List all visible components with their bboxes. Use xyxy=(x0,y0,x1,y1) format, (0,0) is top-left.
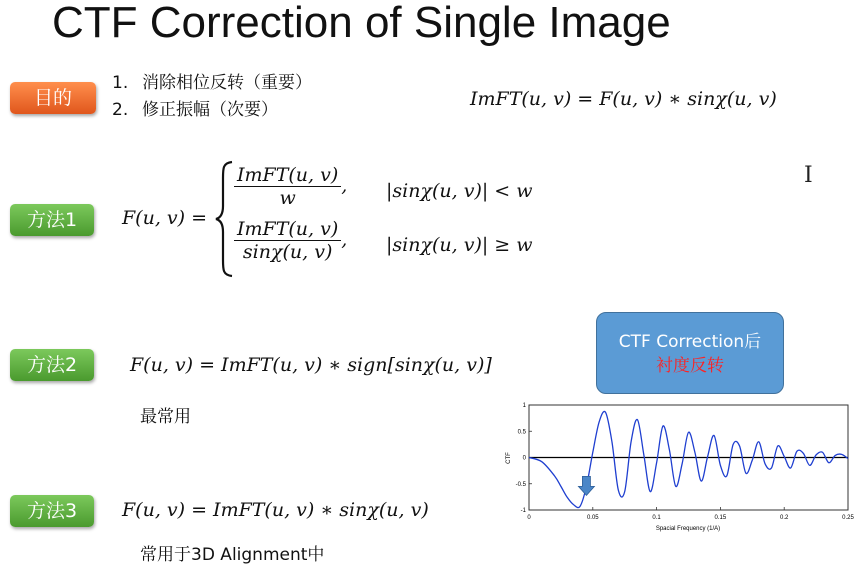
callout-line1: CTF Correction后 xyxy=(618,332,762,352)
x-tick-label: 0.2 xyxy=(780,515,789,521)
y-tick-label: 0.5 xyxy=(517,429,526,436)
method3-tag: 方法3 xyxy=(10,495,94,527)
case2-comma: , xyxy=(341,228,348,251)
method2-tag: 方法2 xyxy=(10,349,94,381)
case2-denominator: sinχ(u, v) xyxy=(242,241,333,263)
ctf-chart xyxy=(500,396,860,536)
case1-condition: |sinχ(u, v)| < w xyxy=(386,180,533,202)
method3-equation: F(u, v) = ImFT(u, v) ∗ sinχ(u, v) xyxy=(122,499,429,521)
method2-equation: F(u, v) = ImFT(u, v) ∗ sign[sinχ(u, v)] xyxy=(130,354,492,376)
method1-tag: 方法1 xyxy=(10,204,94,236)
case2-numerator: ImFT(u, v) xyxy=(234,218,341,241)
callout-bubble xyxy=(596,312,784,394)
case1-numerator: ImFT(u, v) xyxy=(234,164,341,187)
purpose-tag: 目的 xyxy=(10,82,96,114)
case1-comma: , xyxy=(341,174,348,197)
purpose-list xyxy=(112,70,312,124)
method1-case1 xyxy=(234,164,347,209)
case1-denominator: w xyxy=(279,187,296,209)
purpose-item-1 xyxy=(112,70,312,97)
text-cursor-icon: I xyxy=(804,163,813,188)
case1-fraction xyxy=(234,164,341,209)
method1-case2 xyxy=(234,218,347,263)
method2-note: 最常用 xyxy=(140,407,191,427)
x-tick-label: 0.05 xyxy=(586,515,599,521)
case2-condition: |sinχ(u, v)| ≥ w xyxy=(386,234,533,256)
item-text: 消除相位反转（重要） xyxy=(142,73,312,93)
x-tick-label: 0 xyxy=(527,515,531,521)
x-tick-label: 0.1 xyxy=(652,515,661,521)
y-tick-label: 0 xyxy=(522,455,526,462)
item-number: 2. xyxy=(112,100,129,120)
x-axis-label: Spacial Frequency (1/A) xyxy=(655,526,721,532)
y-tick-label: 1 xyxy=(522,403,526,409)
y-axis-label: CTF xyxy=(506,452,512,464)
item-number: 1. xyxy=(112,73,129,93)
method1-lhs: F(u, v) = xyxy=(122,207,208,229)
case2-fraction xyxy=(234,218,341,263)
method3-note: 常用于3D Alignment中 xyxy=(140,545,325,565)
item-text: 修正振幅（次要） xyxy=(142,100,278,120)
x-tick-label: 0.15 xyxy=(714,515,727,521)
slide-title: CTF Correction of Single Image xyxy=(52,0,671,47)
purpose-item-2 xyxy=(112,97,312,124)
imaging-equation: ImFT(u, v) = F(u, v) ∗ sinχ(u, v) xyxy=(470,88,777,110)
left-brace xyxy=(214,160,236,278)
callout-line2: 衬度反转 xyxy=(656,356,724,376)
x-tick-label: 0.25 xyxy=(842,515,854,521)
y-tick-label: -0.5 xyxy=(515,481,526,488)
y-tick-label: -1 xyxy=(520,508,526,514)
